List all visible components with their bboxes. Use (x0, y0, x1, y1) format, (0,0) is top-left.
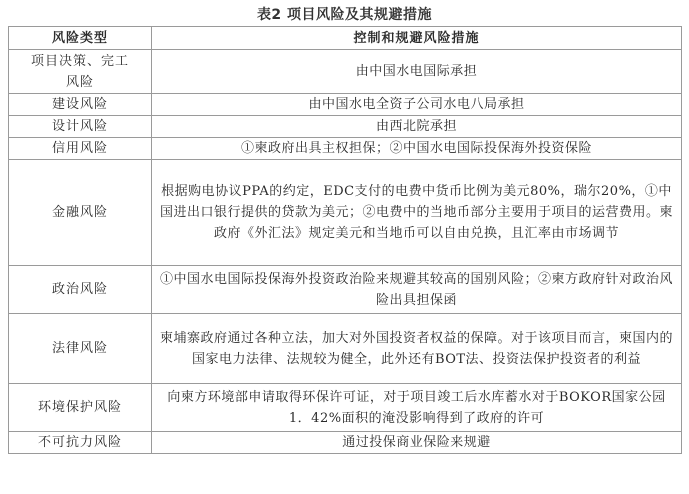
measure-cell: 由中国水电全资子公司水电八局承担 (152, 94, 682, 116)
table-caption: 表2 项目风险及其规避措施 (256, 7, 433, 23)
table-row (9, 432, 682, 454)
risk-type-cell: 信用风险 (9, 138, 152, 160)
risk-type-cell: 项目决策、完工风险 (9, 50, 152, 94)
table-row (9, 50, 682, 94)
measure-cell: 通过投保商业保险来规避 (152, 432, 682, 454)
measure-cell: ①柬政府出具主权担保；②中国水电国际投保海外投资保险 (152, 138, 682, 160)
table-row (9, 138, 682, 160)
measure-cell: 柬埔寨政府通过各种立法，加大对外国投资者权益的保障。对于该项目而言，柬国内的国家电力法律、法规较为健全，此外还有BOT法、投资法保护投资者的利益 (152, 314, 682, 384)
risk-type-cell: 环境保护风险 (9, 384, 152, 432)
risk-type-cell: 金融风险 (9, 160, 152, 266)
risk-type-cell: 政治风险 (9, 266, 152, 314)
table-row (9, 314, 682, 384)
measure-cell: ①中国水电国际投保海外投资政治险来规避其较高的国别风险；②柬方政府针对政治风险出具担保函 (152, 266, 682, 314)
risk-type-cell: 法律风险 (9, 314, 152, 384)
table-row (9, 116, 682, 138)
header-measures: 控制和规避风险措施 (152, 27, 682, 50)
measure-cell: 向柬方环境部申请取得环保许可证，对于项目竣工后水库蓄水对于BOKOR国家公园1．42%面积的淹没影响得到了政府的许可 (152, 384, 682, 432)
measure-cell: 根据购电协议PPA的约定，EDC支付的电费中货币比例为美元80%，瑞尔20%，①中国进出口银行提供的贷款为美元；②电费中的当地币部分主要用于项目的运营费用。柬政府《外汇法》规定美元和当地币可以自由兑换，且汇率由市场调节 (152, 160, 682, 266)
header-risk-type: 风险类型 (9, 27, 152, 50)
table-row (9, 94, 682, 116)
table-row (9, 384, 682, 432)
risk-type-cell: 设计风险 (9, 116, 152, 138)
table-row (9, 160, 682, 266)
risk-table (8, 26, 682, 454)
measure-cell: 由中国水电国际承担 (152, 50, 682, 94)
table-header-row (9, 27, 682, 50)
measure-cell: 由西北院承担 (152, 116, 682, 138)
risk-type-cell: 建设风险 (9, 94, 152, 116)
risk-type-cell: 不可抗力风险 (9, 432, 152, 454)
table-row (9, 266, 682, 314)
